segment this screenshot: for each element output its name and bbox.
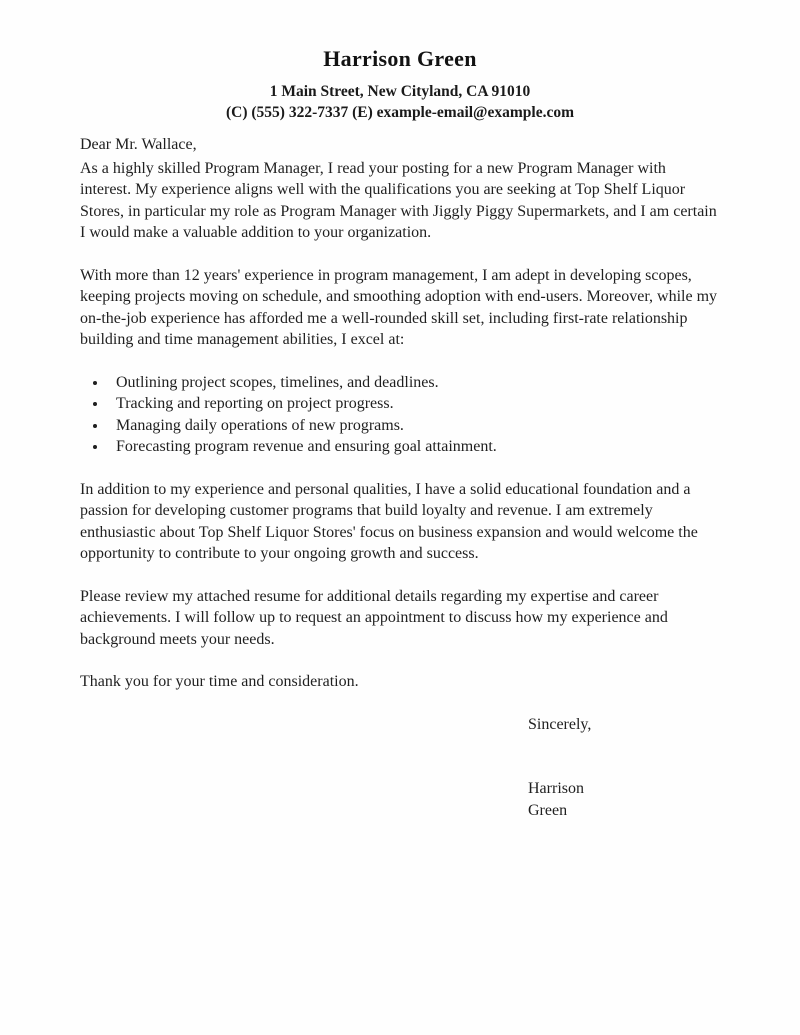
body-paragraph: As a highly skilled Program Manager, I read your posting for a new Program Manager with interest. My experience aligns well with the qualifications you are seeking at Top Shelf Liquor Stores, in particular my role as Program Manager with Jiggly Piggy Supermarkets, and I am certain I would make a valuable addition to your organization. <box>80 159 717 241</box>
sign-off-block <box>528 714 720 822</box>
closing-salutation: Sincerely, <box>528 715 592 733</box>
body-paragraph: In addition to my experience and personal qualities, I have a solid educational foundation and a passion for developing customer programs that build loyalty and revenue. I am extremely enthusiastic about Top Shelf Liquor Stores' focus on business expansion and would welcome the opportunity to contribute to your ongoing growth and success. <box>80 480 698 562</box>
skills-list <box>80 372 720 458</box>
body-paragraph: Thank you for your time and consideration. <box>80 673 359 690</box>
sender-name: Harrison Green <box>323 46 477 71</box>
sender-contact: (C) (555) 322-7337 (E) example-email@example.com <box>225 104 574 121</box>
body-paragraph: With more than 12 years' experience in program management, I am adept in developing scopes, keeping projects moving on schedule, and smoothing adoption with end-users. Moreover, while my on-the-job experience has afforded me a well-rounded skill set, including first-rate relationship building and time management abilities, I excel at: <box>80 266 718 348</box>
signature-line: Harrison <box>528 780 584 797</box>
skill-bullet-item: • Tracking and reporting on project progress. <box>108 393 720 415</box>
skill-bullet-item: • Managing daily operations of new programs. <box>108 415 720 437</box>
skill-bullet-item: • Outlining project scopes, timelines, and deadlines. <box>108 372 720 394</box>
signature <box>528 778 720 821</box>
sender-address: 1 Main Street, New Cityland, CA 91010 <box>269 83 531 100</box>
signature-line: Green <box>528 801 568 819</box>
skill-bullet-item: • Forecasting program revenue and ensuring goal attainment. <box>108 436 720 458</box>
letter-body <box>80 134 720 821</box>
closing-paragraphs <box>80 479 720 693</box>
letter-header <box>80 46 720 123</box>
body-paragraph: Please review my attached resume for additional details regarding my expertise and career achievements. I will follow up to request an appointment to discuss how my experience and background meets your needs. <box>80 587 668 648</box>
salutation: Dear Mr. Wallace, <box>80 136 197 153</box>
intro-paragraphs <box>80 158 720 351</box>
